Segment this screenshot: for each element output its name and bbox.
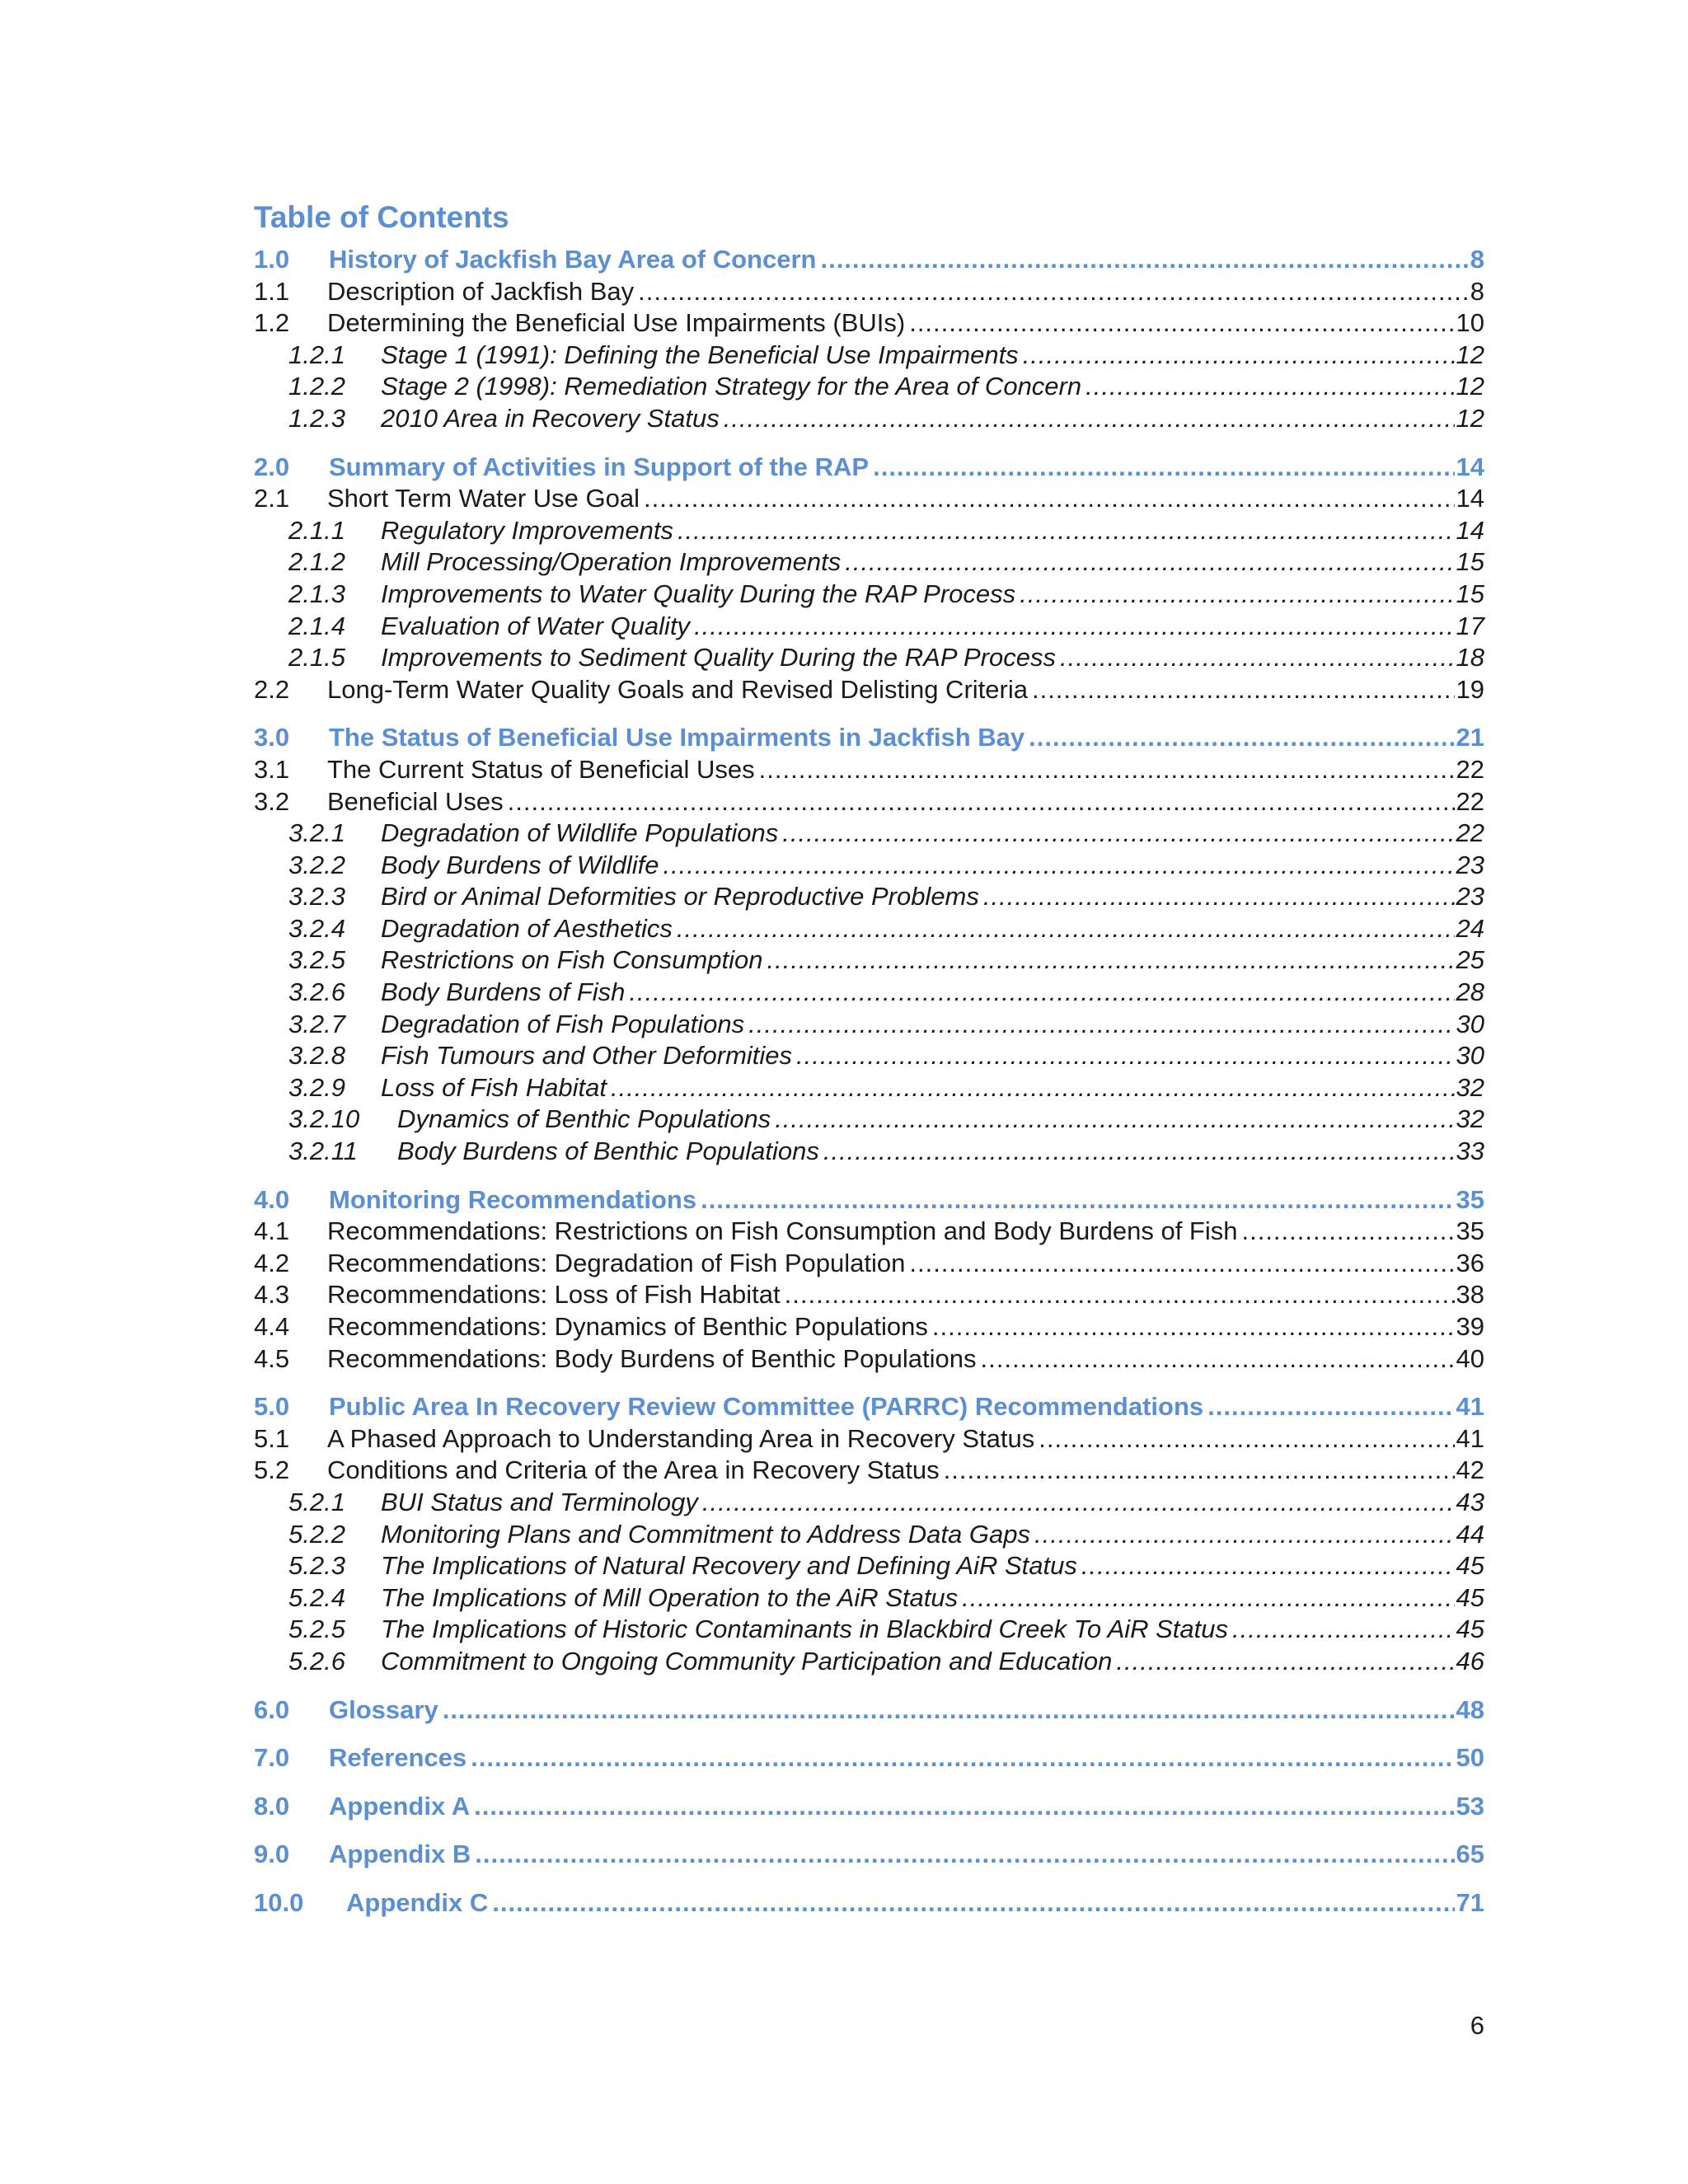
toc-entry-8-0[interactable] [254,1791,1484,1823]
toc-dot-leader [1207,1391,1454,1423]
toc-entry-page: 44 [1456,1519,1484,1549]
toc-entry-number: 1.0 [254,245,290,274]
toc-dot-leader [748,1009,1454,1041]
toc-dot-leader [1020,579,1454,611]
toc-entry-number: 2.1.4 [288,611,345,640]
toc-entry-title: Monitoring Plans and Commitment to Address Data Gaps [381,1519,1030,1549]
toc-entry-title: Recommendations: Dynamics of Benthic Populations [327,1312,928,1341]
toc-entry-page: 18 [1456,643,1484,673]
toc-list [254,244,1484,1919]
toc-entry-title: Short Term Water Use Goal [327,484,640,513]
toc-entry-page: 21 [1456,723,1484,752]
toc-entry-2-1-5[interactable] [254,642,1484,674]
toc-dot-leader [701,1184,1454,1216]
toc-entry-number: 10.0 [254,1887,304,1917]
toc-entry-page: 15 [1456,579,1484,608]
toc-entry-4-3[interactable] [254,1279,1484,1311]
toc-dot-leader [474,1791,1454,1823]
toc-entry-number: 2.0 [254,452,290,481]
toc-entry-page: 30 [1456,1009,1484,1038]
toc-entry-title: References [329,1743,467,1773]
toc-entry-number: 1.2.1 [288,340,345,369]
toc-entry-3-2-11[interactable] [254,1136,1484,1168]
toc-dot-leader [820,244,1468,276]
toc-entry-number: 5.2.3 [288,1551,345,1581]
toc-entry-page: 65 [1456,1840,1484,1869]
toc-entry-number: 3.2.10 [288,1104,360,1134]
toc-entry-page: 36 [1456,1248,1484,1277]
toc-entry-page: 8 [1470,245,1484,274]
toc-dot-leader [508,786,1455,818]
toc-entry-number: 7.0 [254,1743,290,1773]
toc-entry-number: 3.2.2 [288,850,345,879]
toc-entry-title: Recommendations: Restrictions on Fish Consumption and Body Burdens of Fish [327,1216,1238,1246]
toc-entry-page: 40 [1456,1343,1484,1373]
toc-entry-page: 50 [1456,1743,1484,1773]
toc-dot-leader [962,1582,1454,1615]
toc-dot-leader [1241,1216,1454,1248]
toc-entry-page: 35 [1456,1216,1484,1246]
toc-dot-leader [1232,1614,1455,1646]
toc-entry-number: 4.3 [254,1280,290,1310]
toc-entry-4-4[interactable] [254,1311,1484,1343]
toc-entry-3-0[interactable] [254,722,1484,754]
toc-dot-leader [677,913,1455,945]
toc-entry-number: 2.1.5 [288,643,345,673]
toc-entry-title: Body Burdens of Wildlife [381,850,659,879]
toc-dot-leader [678,515,1455,547]
toc-dot-leader [944,1455,1455,1487]
toc-entry-title: History of Jackfish Bay Area of Concern [329,245,817,274]
toc-entry-number: 5.2.6 [288,1646,345,1675]
toc-dot-leader [1039,1423,1454,1455]
toc-entry-title: Body Burdens of Benthic Populations [397,1137,819,1166]
toc-entry-title: Body Burdens of Fish [381,977,626,1007]
toc-entry-number: 4.0 [254,1184,290,1214]
toc-entry-3-2-5[interactable] [254,944,1484,977]
toc-entry-title: Appendix A [329,1791,471,1821]
toc-dot-leader [694,611,1454,643]
toc-entry-title: Stage 2 (1998): Remediation Strategy for the Area of Concern [381,372,1082,401]
toc-entry-title: Recommendations: Body Burdens of Benthic Populations [327,1343,977,1373]
toc-entry-page: 28 [1456,977,1484,1007]
toc-entry-number: 3.2 [254,786,290,816]
toc-entry-1-2-1[interactable] [254,340,1484,372]
toc-entry-title: Degradation of Wildlife Populations [381,818,779,848]
toc-entry-page: 35 [1456,1184,1484,1214]
toc-entry-6-0[interactable] [254,1694,1484,1727]
table-of-contents [254,194,1484,1919]
toc-entry-page: 46 [1456,1646,1484,1675]
toc-entry-4-2[interactable] [254,1248,1484,1280]
toc-entry-page: 8 [1470,276,1484,306]
toc-entry-page: 41 [1456,1392,1484,1422]
toc-entry-page: 22 [1456,818,1484,848]
toc-entry-2-1-2[interactable] [254,546,1484,579]
toc-dot-leader [767,944,1454,977]
toc-entry-page: 12 [1456,340,1484,369]
toc-dot-leader [782,818,1454,850]
toc-entry-number: 4.4 [254,1312,290,1341]
toc-entry-page: 45 [1456,1582,1484,1612]
toc-entry-4-5[interactable] [254,1343,1484,1376]
toc-entry-page: 43 [1456,1487,1484,1516]
toc-entry-page: 23 [1456,850,1484,879]
toc-entry-5-1[interactable] [254,1423,1484,1455]
toc-entry-9-0[interactable] [254,1839,1484,1871]
toc-dot-leader [873,452,1454,484]
toc-entry-number: 1.1 [254,276,290,306]
toc-dot-leader [443,1694,1455,1727]
toc-entry-number: 3.2.9 [288,1072,345,1102]
toc-entry-number: 1.2.3 [288,403,345,433]
toc-entry-title: Determining the Beneficial Use Impairments (BUIs) [327,308,906,338]
toc-entry-title: Appendix C [346,1887,489,1917]
toc-entry-number: 3.2.3 [288,882,345,912]
toc-entry-5-2-3[interactable] [254,1550,1484,1582]
toc-entry-number: 5.2.1 [288,1487,345,1516]
toc-entry-5-2-6[interactable] [254,1646,1484,1678]
toc-entry-3-2-2[interactable] [254,850,1484,882]
toc-entry-3-2-4[interactable] [254,913,1484,945]
toc-entry-title: The Status of Beneficial Use Impairments in Jackfish Bay [329,723,1025,752]
toc-entry-title: The Implications of Historic Contaminants in Blackbird Creek To AiR Status [381,1615,1229,1644]
toc-entry-number: 3.2.1 [288,818,345,848]
toc-entry-1-2-2[interactable] [254,371,1484,403]
toc-dot-leader [1023,340,1455,372]
toc-entry-number: 4.2 [254,1248,290,1277]
toc-entry-page: 15 [1456,547,1484,577]
toc-dot-leader [1034,1519,1455,1551]
toc-dot-leader [823,1136,1455,1168]
toc-dot-leader [724,403,1455,435]
toc-entry-page: 30 [1456,1041,1484,1071]
toc-entry-title: Dynamics of Benthic Populations [397,1104,771,1134]
toc-entry-page: 14 [1456,484,1484,513]
toc-entry-title: Bird or Animal Deformities or Reproductive Problems [381,882,979,912]
toc-entry-10-0[interactable] [254,1887,1484,1919]
toc-entry-number: 5.2.5 [288,1615,345,1644]
toc-entry-title: BUI Status and Terminology [381,1487,698,1516]
toc-entry-title: The Implications of Mill Operation to the AiR Status [381,1582,959,1612]
toc-entry-page: 71 [1456,1887,1484,1917]
toc-entry-page: 45 [1456,1615,1484,1644]
toc-entry-title: Stage 1 (1991): Defining the Beneficial Use Impairments [381,340,1019,369]
toc-entry-number: 4.5 [254,1343,290,1373]
toc-entry-title: Improvements to Water Quality During the RAP Process [381,579,1016,608]
toc-entry-number: 3.2.8 [288,1041,345,1071]
toc-entry-title: Regulatory Improvements [381,515,673,545]
toc-entry-page: 14 [1456,452,1484,481]
toc-dot-leader [1032,674,1455,706]
toc-entry-page: 10 [1456,308,1484,338]
toc-entry-5-0[interactable] [254,1391,1484,1423]
toc-entry-number: 5.2.4 [288,1582,345,1612]
toc-entry-title: Fish Tumours and Other Deformities [381,1041,793,1071]
toc-dot-leader [475,1839,1454,1871]
toc-dot-leader [909,1248,1454,1280]
toc-entry-2-1-3[interactable] [254,579,1484,611]
toc-entry-page: 41 [1456,1423,1484,1453]
toc-entry-title: Degradation of Fish Populations [381,1009,745,1038]
toc-entry-2-2[interactable] [254,674,1484,706]
toc-entry-title: Mill Processing/Operation Improvements [381,547,842,577]
toc-entry-title: Public Area In Recovery Review Committee (PARRC) Recommendations [329,1392,1204,1422]
toc-entry-title: Appendix B [329,1840,471,1869]
toc-entry-5-2-5[interactable] [254,1614,1484,1646]
toc-entry-number: 3.0 [254,723,290,752]
toc-entry-title: The Implications of Natural Recovery and Defining AiR Status [381,1551,1077,1581]
toc-entry-title: 2010 Area in Recovery Status [381,403,720,433]
toc-entry-1-2-3[interactable] [254,403,1484,435]
toc-entry-2-1-1[interactable] [254,515,1484,547]
toc-dot-leader [775,1104,1454,1136]
toc-entry-7-0[interactable] [254,1742,1484,1774]
toc-entry-number: 2.1.3 [288,579,345,608]
toc-entry-1-0[interactable] [254,244,1484,276]
toc-entry-number: 2.2 [254,674,290,704]
toc-entry-page: 45 [1456,1551,1484,1581]
toc-entry-number: 3.2.6 [288,977,345,1007]
toc-dot-leader [1081,1550,1455,1582]
toc-entry-number: 5.0 [254,1392,290,1422]
toc-entry-number: 3.2.7 [288,1009,345,1038]
toc-entry-title: Description of Jackfish Bay [327,276,635,306]
toc-dot-leader [1116,1646,1454,1678]
toc-dot-leader [785,1279,1455,1311]
toc-entry-3-2-8[interactable] [254,1040,1484,1072]
toc-dot-leader [981,1343,1455,1376]
toc-entry-5-2-4[interactable] [254,1582,1484,1615]
toc-entry-page: 14 [1456,515,1484,545]
toc-entry-number: 1.2.2 [288,372,345,401]
toc-entry-title: The Current Status of Beneficial Uses [327,754,755,784]
toc-entry-3-2-6[interactable] [254,977,1484,1009]
toc-entry-page: 23 [1456,882,1484,912]
toc-entry-number: 6.0 [254,1694,290,1724]
toc-dot-leader [611,1072,1455,1104]
toc-entry-3-2-10[interactable] [254,1104,1484,1136]
toc-entry-page: 39 [1456,1312,1484,1341]
toc-entry-number: 9.0 [254,1840,290,1869]
toc-entry-5-2-2[interactable] [254,1519,1484,1551]
toc-dot-leader [629,977,1454,1009]
toc-entry-3-2-7[interactable] [254,1009,1484,1041]
toc-entry-page: 32 [1456,1104,1484,1134]
toc-entry-page: 48 [1456,1694,1484,1724]
toc-entry-page: 12 [1456,403,1484,433]
toc-entry-title: Commitment to Ongoing Community Participation and Education [381,1646,1113,1675]
toc-entry-2-0[interactable] [254,452,1484,484]
toc-entry-page: 42 [1456,1455,1484,1485]
toc-entry-title: Restrictions on Fish Consumption [381,945,763,975]
toc-entry-number: 5.2.2 [288,1519,345,1549]
page-number: 6 [1470,2011,1484,2040]
toc-entry-number: 2.1.2 [288,547,345,577]
toc-dot-leader [638,276,1469,308]
toc-entry-page: 22 [1456,786,1484,816]
toc-entry-title: Recommendations: Degradation of Fish Population [327,1248,906,1277]
toc-dot-leader [909,307,1454,340]
toc-dot-leader [932,1311,1455,1343]
toc-title: Table of Contents [254,200,509,234]
toc-entry-number: 8.0 [254,1791,290,1821]
toc-entry-1-1[interactable] [254,276,1484,308]
toc-entry-number: 2.1 [254,484,290,513]
toc-entry-3-2-1[interactable] [254,818,1484,850]
toc-entry-number: 1.2 [254,308,290,338]
toc-dot-leader [1085,371,1454,403]
toc-entry-number: 3.2.4 [288,913,345,943]
toc-entry-page: 22 [1456,754,1484,784]
toc-entry-number: 3.2.5 [288,945,345,975]
toc-entry-2-1[interactable] [254,483,1484,515]
toc-dot-leader [644,483,1455,515]
toc-dot-leader [983,881,1455,913]
toc-dot-leader [663,850,1454,882]
toc-entry-title: Loss of Fish Habitat [381,1072,607,1102]
toc-entry-5-2[interactable] [254,1455,1484,1487]
toc-entry-page: 12 [1456,372,1484,401]
toc-entry-page: 19 [1456,674,1484,704]
toc-dot-leader [796,1040,1454,1072]
toc-entry-number: 3.1 [254,754,290,784]
toc-entry-title: Evaluation of Water Quality [381,611,691,640]
toc-entry-4-1[interactable] [254,1216,1484,1248]
toc-entry-title: Recommendations: Loss of Fish Habitat [327,1280,781,1310]
toc-entry-title: Glossary [329,1694,438,1724]
toc-entry-4-0[interactable] [254,1184,1484,1216]
toc-entry-title: Conditions and Criteria of the Area in Recovery Status [327,1455,940,1485]
toc-entry-number: 3.2.11 [288,1137,358,1166]
toc-dot-leader [471,1742,1454,1774]
toc-entry-title: Summary of Activities in Support of the RAP [329,452,870,481]
toc-entry-title: Degradation of Aesthetics [381,913,673,943]
toc-entry-page: 33 [1456,1137,1484,1166]
toc-entry-1-2[interactable] [254,307,1484,340]
toc-entry-page: 32 [1456,1072,1484,1102]
toc-dot-leader [845,546,1454,579]
toc-entry-page: 25 [1456,945,1484,975]
toc-entry-page: 38 [1456,1280,1484,1310]
toc-dot-leader [759,754,1455,786]
toc-dot-leader [492,1887,1454,1919]
toc-entry-3-1[interactable] [254,754,1484,786]
toc-entry-number: 5.2 [254,1455,290,1485]
toc-dot-leader [702,1487,1455,1519]
toc-entry-number: 4.1 [254,1216,290,1246]
toc-dot-leader [1029,722,1454,754]
toc-entry-title: Beneficial Uses [327,786,504,816]
toc-entry-title: Improvements to Sediment Quality During the RAP Process [381,643,1056,673]
toc-entry-3-2-3[interactable] [254,881,1484,913]
toc-entry-3-2[interactable] [254,786,1484,818]
toc-entry-number: 2.1.1 [288,515,345,545]
toc-entry-2-1-4[interactable] [254,611,1484,643]
toc-entry-number: 5.1 [254,1423,290,1453]
toc-dot-leader [1060,642,1455,674]
toc-entry-title: Monitoring Recommendations [329,1184,697,1214]
toc-entry-page: 24 [1456,913,1484,943]
toc-entry-page: 17 [1456,611,1484,640]
toc-entry-5-2-1[interactable] [254,1487,1484,1519]
toc-entry-title: Long-Term Water Quality Goals and Revised Delisting Criteria [327,674,1028,704]
toc-entry-page: 53 [1456,1791,1484,1821]
toc-entry-title: A Phased Approach to Understanding Area in Recovery Status [327,1423,1035,1453]
toc-entry-3-2-9[interactable] [254,1072,1484,1104]
